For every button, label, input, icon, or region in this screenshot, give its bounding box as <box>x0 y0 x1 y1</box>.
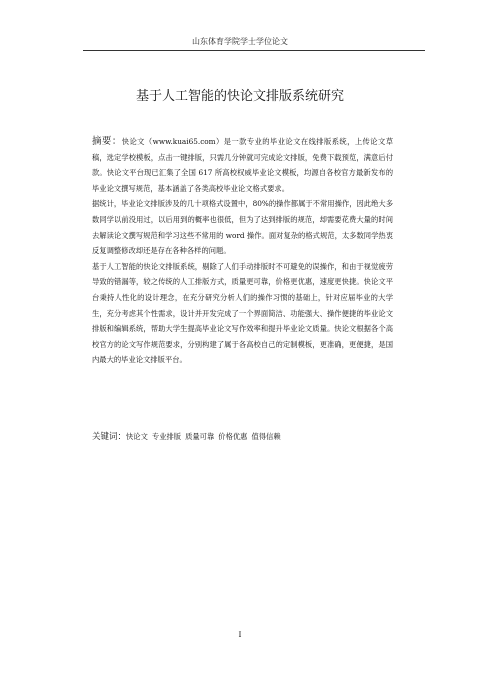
keyword: 专业排版 <box>151 432 182 441</box>
keywords-label: 关键词： <box>92 432 127 442</box>
running-header: 山东体育学院学士学位论文 <box>192 37 288 46</box>
header-rule <box>83 50 425 51</box>
keyword: 快论文 <box>126 432 148 441</box>
keywords <box>92 430 393 442</box>
abstract-text-1: 快论文（www.kuai65.com）是一款专业的毕业论文在线排版系统，上传论文草稿，选定学校模板，点击一键排版，只需几分钟就可完成论文排版，免费下载预览，满意后付款。快论文平台现已汇集了全国 617 所高校权威毕业论文模板，均源自各校官方最新发布的毕业论文撰写规范，基本涵盖了各类高校毕业论文格式要求。 <box>92 137 393 193</box>
keyword: 质量可靠 <box>185 432 215 441</box>
abstract <box>92 134 393 368</box>
page-number: I <box>238 630 242 639</box>
abstract-paragraph-3: 基于人工智能的快论文排版系统，剔除了人们手动排版时不可避免的误操作，和由于视觉疲劳导致的错漏等，较之传统的人工排版方式，质量更可靠，价格更优惠，速度更快捷。快论文平台秉持人性化的设计理念，在充分研究分析人们的操作习惯的基础上，针对应届毕业的大学生，充分考虑其个性需求，设计并开发完成了一个界面简洁、功能强大、操作便捷的毕业论文排版和编辑系统，帮助大学生提高毕业论文写作效率和提升毕业论文质量。快论文根据各个高校官方的论文写作规范要求，分别构建了属于各高校自己的定制模板，更准确，更便捷，是国内最大的毕业论文排版平台。 <box>92 261 393 365</box>
abstract-label: 摘要： <box>92 136 122 147</box>
keyword: 价格优惠 <box>218 432 248 441</box>
keyword: 值得信赖 <box>251 432 281 441</box>
paper-title: 基于人工智能的快论文排版系统研究 <box>135 89 344 104</box>
abstract-paragraph-1 <box>92 134 393 196</box>
abstract-paragraph-2: 据统计，毕业论文排版涉及的几十项格式设置中，80%的操作都属于不常用操作，因此绝大多数同学以前没用过，以后用到的概率也很低，但为了达到排版的规范，却需要花费大量的时间去解读论文撰写规范和学习这些不常用的 word 操作。面对复杂的格式规范，太多数同学热衷反复调整修改却还是存在各种各样的问题。 <box>92 199 393 256</box>
